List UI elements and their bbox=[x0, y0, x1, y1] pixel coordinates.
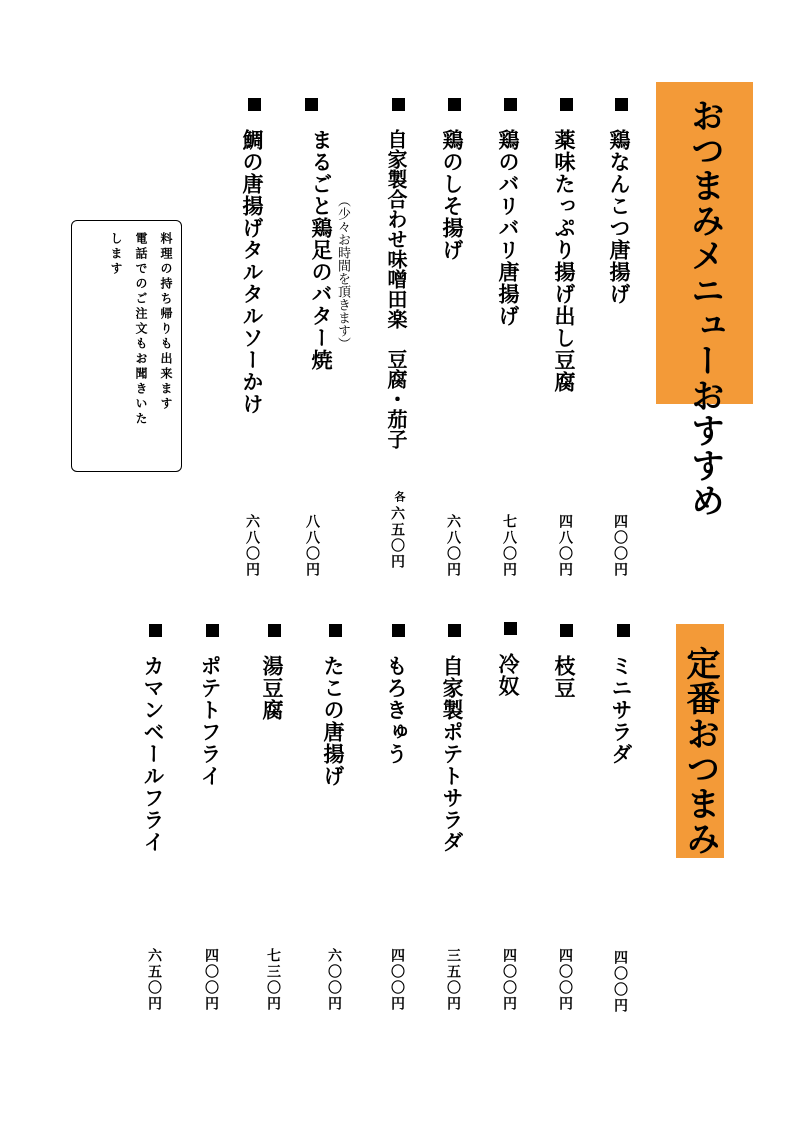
item-price: 四〇〇円 bbox=[501, 948, 517, 1012]
standard-title: 定番おつまみ bbox=[680, 646, 720, 856]
menu-item bbox=[320, 624, 350, 787]
bullet-icon bbox=[305, 98, 318, 111]
item-name: 鶏のしそ揚げ bbox=[440, 129, 464, 261]
bullet-icon bbox=[615, 98, 628, 111]
item-name: カマンベールフライ bbox=[141, 655, 165, 853]
item-price: 六五〇円 bbox=[146, 948, 162, 1012]
takeout-line3: します bbox=[109, 232, 123, 277]
item-name: まるごと鶏足のバター焼 bbox=[309, 129, 333, 371]
menu-item bbox=[383, 624, 413, 765]
item-name: ミニサラダ bbox=[609, 655, 633, 765]
bullet-icon bbox=[448, 98, 461, 111]
menu-item bbox=[197, 624, 227, 787]
standard-title-box bbox=[676, 624, 724, 858]
bullet-icon bbox=[504, 622, 517, 635]
item-price: 六五〇円 bbox=[389, 506, 405, 570]
bullet-icon bbox=[149, 624, 162, 637]
bullet-icon bbox=[617, 624, 630, 637]
item-price: 八八〇円 bbox=[304, 514, 320, 578]
item-name: 自家製ポテトサラダ bbox=[440, 655, 464, 853]
item-name: 自家製合わせ味噌田楽 豆腐・茄子 bbox=[384, 129, 408, 449]
menu-item bbox=[239, 98, 269, 415]
menu-item bbox=[383, 98, 413, 449]
item-name: ポテトフライ bbox=[198, 655, 222, 787]
menu-item bbox=[551, 624, 581, 699]
bullet-icon bbox=[448, 624, 461, 637]
item-name: 鶏のバリバリ唐揚げ bbox=[496, 129, 520, 327]
takeout-line2: 電話でのご注文もお聞きいた bbox=[134, 232, 148, 427]
bullet-icon bbox=[392, 624, 405, 637]
item-price: 四〇〇円 bbox=[389, 948, 405, 1012]
item-name: 湯豆腐 bbox=[260, 655, 284, 721]
item-name: 枝豆 bbox=[552, 655, 576, 699]
bullet-icon bbox=[504, 98, 517, 111]
bullet-icon bbox=[560, 98, 573, 111]
item-price: 六八〇円 bbox=[244, 514, 260, 578]
item-note: （少々お時間を頂きます） bbox=[335, 194, 350, 350]
item-price: 七三〇円 bbox=[265, 948, 281, 1012]
bullet-icon bbox=[560, 624, 573, 637]
menu-item bbox=[495, 98, 525, 327]
menu-item bbox=[606, 98, 636, 305]
menu-item bbox=[608, 624, 638, 765]
recommended-title bbox=[681, 82, 729, 518]
item-price: 三五〇円 bbox=[445, 948, 461, 1012]
item-price: 四八〇円 bbox=[557, 514, 573, 578]
item-name: 冷奴 bbox=[496, 653, 520, 697]
menu-item bbox=[439, 624, 469, 853]
item-price: 四〇〇円 bbox=[612, 950, 628, 1014]
bullet-icon bbox=[206, 624, 219, 637]
menu-item bbox=[259, 624, 289, 721]
menu-item bbox=[551, 98, 581, 393]
price-prefix: 各 bbox=[393, 491, 406, 502]
item-price: 四〇〇円 bbox=[612, 514, 628, 578]
item-price: 七八〇円 bbox=[501, 514, 517, 578]
bullet-icon bbox=[329, 624, 342, 637]
recommended-title-box bbox=[656, 82, 753, 518]
recommended-title-line2: おつまみメニュー bbox=[684, 98, 725, 378]
bullet-icon bbox=[248, 98, 261, 111]
item-price: 六八〇円 bbox=[445, 514, 461, 578]
menu-item bbox=[140, 624, 170, 853]
takeout-line1: 料理の持ち帰りも出来ます bbox=[159, 232, 173, 412]
item-name: 鯛の唐揚げタルタルソーかけ bbox=[240, 129, 264, 415]
item-name: たこの唐揚げ bbox=[321, 655, 345, 787]
price-group bbox=[389, 491, 407, 570]
item-price: 四〇〇円 bbox=[557, 948, 573, 1012]
bullet-icon bbox=[268, 624, 281, 637]
item-name: 鶏なんこつ唐揚げ bbox=[607, 129, 631, 305]
recommended-title-line1: おすすめ bbox=[684, 378, 725, 518]
menu-item bbox=[495, 622, 525, 697]
menu-item bbox=[439, 98, 469, 261]
item-name: もろきゅう bbox=[384, 655, 408, 765]
menu-item bbox=[300, 98, 350, 371]
item-price: 六〇〇円 bbox=[326, 948, 342, 1012]
item-price: 四〇〇円 bbox=[203, 948, 219, 1012]
bullet-icon bbox=[392, 98, 405, 111]
item-name: 薬味たっぷり揚げ出し豆腐 bbox=[552, 129, 576, 393]
